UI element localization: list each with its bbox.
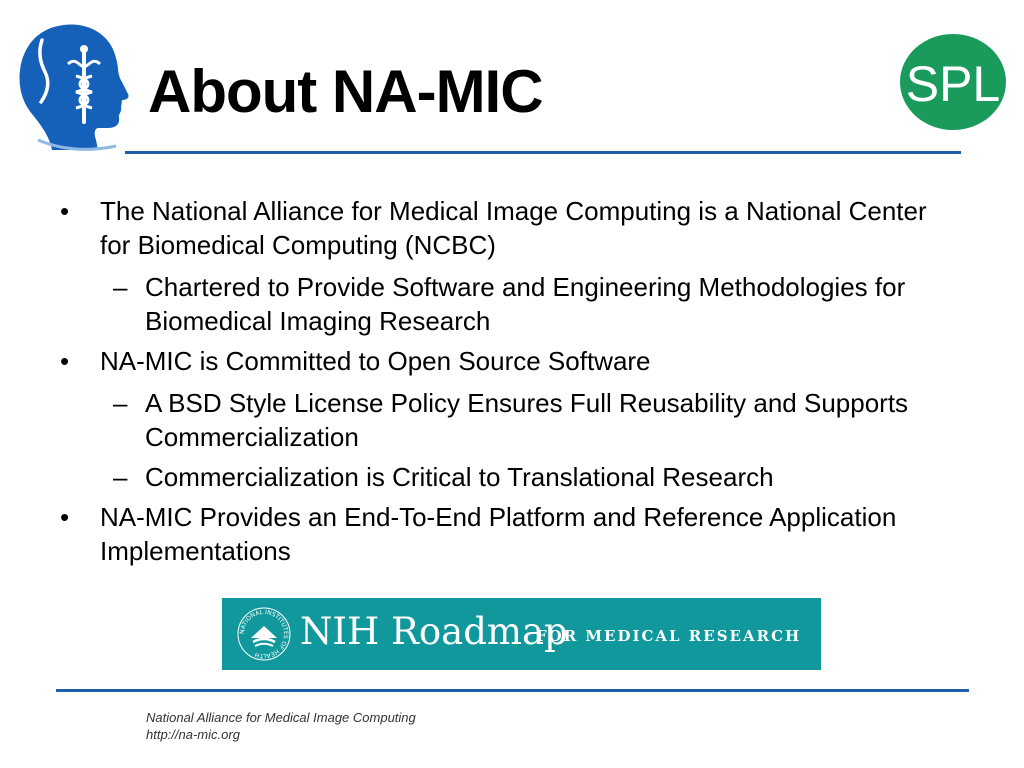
nih-seal-text: NATIONAL INSTITUTES OF HEALTH [238,608,290,660]
nih-roadmap-banner [222,598,821,670]
nih-roadmap-subtitle: FOR MEDICAL RESEARCH [536,627,802,645]
bullet-marker: • [60,346,70,376]
sub-bullet-text: A BSD Style License Policy Ensures Full Reusability and Supports Commercialization [145,388,909,452]
sub-bullet-item [60,270,960,338]
nih-roadmap-title: NIH Roadmap [300,610,568,653]
bullet-marker: • [60,196,70,226]
bullet-item [60,194,960,262]
title-divider [125,151,961,154]
slide-title: About NA-MIC [148,58,543,125]
sub-bullet-item [60,460,960,494]
bullet-list [60,194,960,576]
bullet-item [60,344,960,378]
footer-org-name: National Alliance for Medical Image Computing [146,710,416,725]
sub-bullet-marker: – [113,388,128,418]
bullet-marker: • [60,502,70,532]
footer-divider [56,689,969,692]
sub-bullet-text: Chartered to Provide Software and Engineering Methodologies for Biomedical Imaging Research [145,272,906,336]
sub-bullet-marker: – [113,462,128,492]
spl-logo-text: SPL [905,56,1001,112]
sub-bullet-text: Commercialization is Critical to Translational Research [145,462,774,492]
namic-head-logo-icon [18,22,130,152]
footer [146,709,416,743]
bullet-text: The National Alliance for Medical Image Computing is a National Center for Biomedical Computing (NCBC) [100,196,927,260]
spl-logo-icon [898,32,1008,132]
bullet-text: NA-MIC Provides an End-To-End Platform and Reference Application Implementations [100,502,897,566]
bullet-item [60,500,960,568]
footer-url: http://na-mic.org [146,727,240,742]
sub-bullet-marker: – [113,272,128,302]
bullet-text: NA-MIC is Committed to Open Source Software [100,346,651,376]
sub-bullet-item [60,386,960,454]
nih-seal-icon [236,606,292,662]
